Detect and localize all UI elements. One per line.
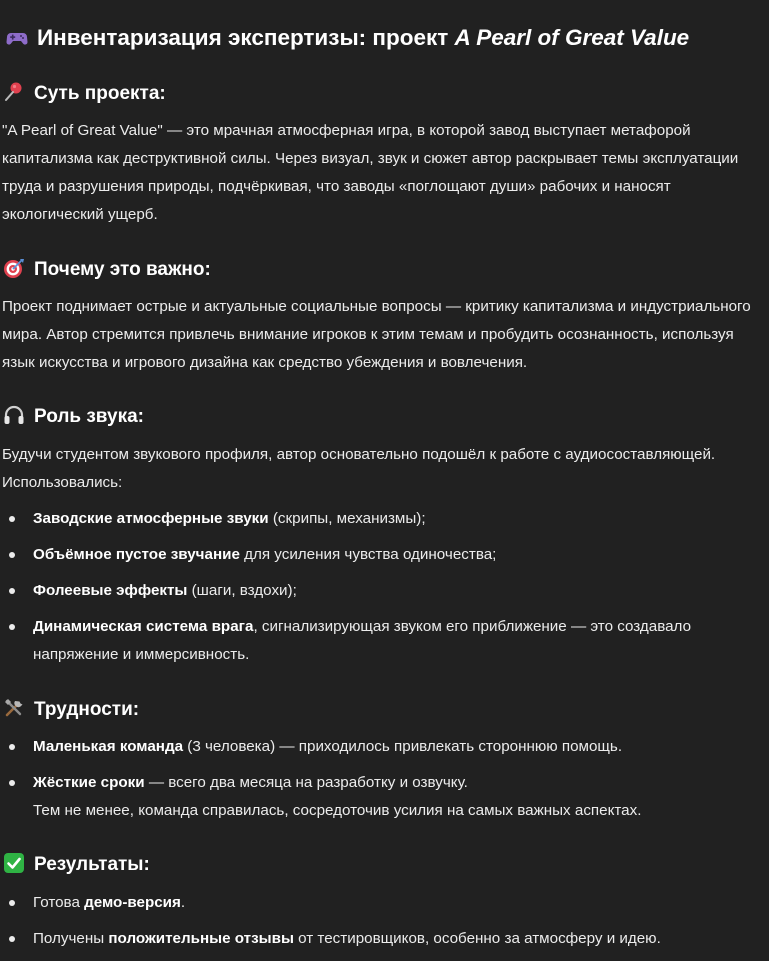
list-item-text: , сигнализирующая звуком его приближение — это создавало напряжение и иммерсивность. [33,618,692,663]
list-item-text: от тестировщиков, особенно за атмосферу и идею. [293,930,661,947]
essence-heading [3,80,166,108]
pushpin-icon [3,81,25,103]
difficulties-heading [3,696,139,724]
sound-heading [3,403,144,431]
list-item-text: — всего два месяца на разработку и озвучку. [144,774,468,791]
list-item-note: Тем не менее, команда справилась, сосредоточив усилия на самых важных аспектах. [33,802,642,819]
list-item-text: (шаги, вздохи); [187,582,297,599]
list-item-bold: демо-версия [84,894,181,911]
list-item-text: (скрипы, механизмы); [268,510,426,527]
list-item [0,541,769,569]
list-item [0,613,769,669]
title-italic: A Pearl of Great Value [454,25,690,50]
list-item [0,733,769,761]
list-item [0,505,769,533]
list-item [0,769,769,825]
list-item [0,577,769,605]
list-item [0,889,769,917]
target-icon [3,257,25,279]
sound-list [0,505,769,677]
list-item [0,925,769,953]
list-item-text: . [180,894,186,911]
sound-intro: Будучи студентом звукового профиля, автор основательно подошёл к работе с аудиосоставляющей. Использовались: [2,446,716,491]
title-main: Инвентаризация экспертизы: проект [37,25,455,50]
tools-icon [3,697,25,719]
sound-heading-text: Роль звука: [34,406,144,427]
results-heading-text: Результаты: [34,854,150,875]
list-item-bold: положительные отзывы [108,930,294,947]
page-title [6,22,689,54]
list-item-text: Готова [33,894,85,911]
list-item-bold: Заводские атмосферные звуки [33,510,269,527]
list-item-text: (3 человека) — приходилось привлекать стороннюю помощь. [183,738,623,755]
difficulties-heading-text: Трудности: [34,699,140,720]
list-item-bold: Жёсткие сроки [33,774,145,791]
essence-heading-text: Суть проекта: [34,83,166,104]
essence-text: "A Pearl of Great Value" — это мрачная атмосферная игра, в которой завод выступает метафорой капитализма как деструктивной силы. Через визуал, звук и сюжет автор раскрывает темы эксплуатации труда и разрушения природы, подчёркивая, что заводы «поглощают души» рабочих и наносят экологический ущерб. [2,122,739,223]
list-item-bold: Фолеевые эффекты [33,582,188,599]
list-item-bold: Маленькая команда [33,738,184,755]
importance-text: Проект поднимает острые и актуальные социальные вопросы — критику капитализма и индустриального мира. Автор стремится привлечь внимание игроков к этим темам и пробудить осознанность, используя язык искусства и игрового дизайна как средство убеждения и вовлечения. [2,298,751,371]
list-item-text: Получены [33,930,109,947]
difficulties-list [0,733,769,833]
importance-heading-text: Почему это важно: [34,259,211,280]
list-item-bold: Объёмное пустое звучание [33,546,240,563]
game-controller-icon [6,27,28,49]
check-mark-icon [3,852,25,874]
importance-heading [3,256,211,284]
headphones-icon [3,404,25,426]
list-item-bold: Динамическая система врага [33,618,254,635]
results-list [0,889,769,961]
list-item-text: для усиления чувства одиночества; [239,546,497,563]
results-heading [3,851,150,879]
